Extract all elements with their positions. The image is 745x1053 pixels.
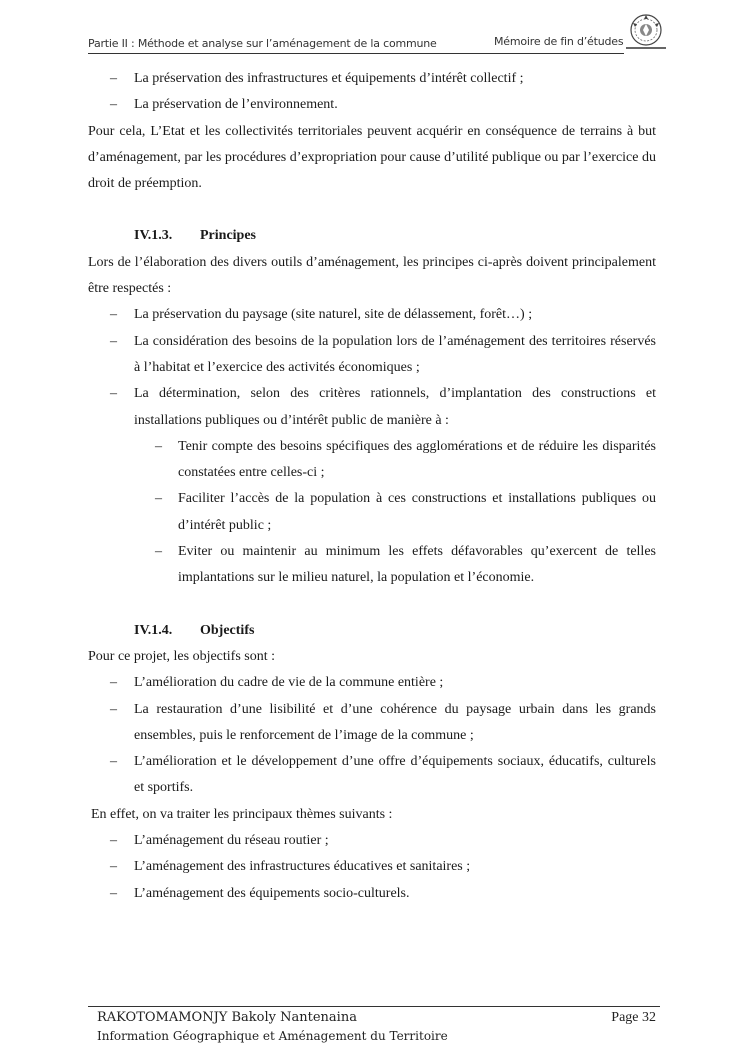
list-item: – La considération des besoins de la population lors de l’aménagement des territoires réservés à l’habitat et l’exercice des activités économiques ;	[88, 329, 656, 382]
list-item: – La préservation du paysage (site naturel, site de délassement, forêt…) ;	[88, 302, 656, 328]
page-footer	[88, 1006, 660, 1043]
list-dash: –	[155, 438, 162, 454]
list-item: – L’aménagement des infrastructures éducatives et sanitaires ;	[88, 854, 656, 880]
heading-title: Principes	[200, 228, 256, 244]
sublist-item: – Tenir compte des besoins spécifiques des agglomérations et de réduire les disparités constatées entre celles-ci ;	[88, 434, 656, 487]
list-item: – L’amélioration et le développement d’une offre d’équipements sociaux, éducatifs, culturels et sportifs.	[88, 749, 656, 802]
list-dash: –	[155, 491, 162, 507]
paragraph-objectifs-intro: Pour ce projet, les objectifs sont :	[88, 648, 276, 664]
list-preservation	[88, 66, 656, 119]
list-dash: –	[110, 833, 117, 849]
list-item: – La restauration d’une lisibilité et d’une cohérence du paysage urbain dans les grands ensembles, puis le renforcement de l’image de la commune ;	[88, 697, 656, 750]
heading-number: IV.1.3.	[134, 228, 173, 244]
list-dash: –	[110, 71, 117, 86]
paragraph-principes-intro: Lors de l’élaboration des divers outils d’aménagement, les principes ci-après doivent principalement être respectés :	[88, 254, 656, 297]
footer-author: RAKOTOMAMONJY Bakoly Nantenaina	[97, 1010, 357, 1025]
footer-rule	[88, 1006, 660, 1007]
list-dash: –	[110, 754, 117, 770]
list-item: – L’aménagement du réseau routier ;	[88, 828, 656, 854]
sublist-item: – Faciliter l’accès de la population à ces constructions et installations publiques ou d’intérêt public ;	[88, 486, 656, 539]
page-header	[88, 10, 668, 55]
heading-title: Objectifs	[200, 622, 255, 638]
list-dash: –	[110, 859, 117, 875]
list-dash: –	[110, 307, 117, 323]
header-document-type: Mémoire de fin d’études	[494, 35, 624, 48]
list-principes	[88, 302, 656, 433]
list-dash: –	[110, 333, 117, 349]
list-dash: –	[110, 386, 117, 402]
list-dash: –	[110, 97, 117, 113]
sublist-principes	[88, 434, 656, 592]
header-section-title: Partie II : Méthode et analyse sur l’aménagement de la commune	[88, 37, 437, 50]
header-rule	[88, 53, 624, 54]
list-item: – La détermination, selon des critères rationnels, d’implantation des constructions et installations publiques ou d’intérêt public de manière à :	[88, 381, 656, 434]
list-item: – L’aménagement des équipements socio-culturels.	[88, 881, 656, 907]
list-dash: –	[110, 885, 117, 901]
heading-number: IV.1.4.	[134, 622, 173, 638]
sublist-item: – Eviter ou maintenir au minimum les effets défavorables qu’exercent de telles implantations sur le milieu naturel, la population et l’économie.	[88, 539, 656, 592]
footer-program: Information Géographique et Aménagement du Territoire	[97, 1029, 448, 1043]
list-item: – L’amélioration du cadre de vie de la commune entière ;	[88, 670, 656, 696]
list-dash: –	[110, 675, 117, 691]
page-number: Page 32	[611, 1010, 656, 1025]
university-seal-icon	[624, 10, 668, 54]
list-dash: –	[155, 544, 162, 560]
paragraph-etat: Pour cela, L’Etat et les collectivités territoriales peuvent acquérir en conséquence de terrains à but d’aménagement, par les procédures d’expropriation pour cause d’utilité publique ou par l’exercice du droit de préemption.	[88, 123, 656, 192]
list-themes	[88, 828, 656, 907]
page-body	[88, 66, 656, 907]
list-item: – La préservation des infrastructures et équipements d’intérêt collectif ;	[88, 66, 656, 92]
list-objectifs	[88, 670, 656, 801]
section-heading-objectifs	[88, 618, 656, 644]
section-heading-principes	[88, 223, 656, 249]
list-dash: –	[110, 701, 117, 717]
list-item: – La préservation de l’environnement.	[88, 92, 656, 118]
paragraph-themes-intro: En effet, on va traiter les principaux thèmes suivants :	[91, 806, 393, 822]
